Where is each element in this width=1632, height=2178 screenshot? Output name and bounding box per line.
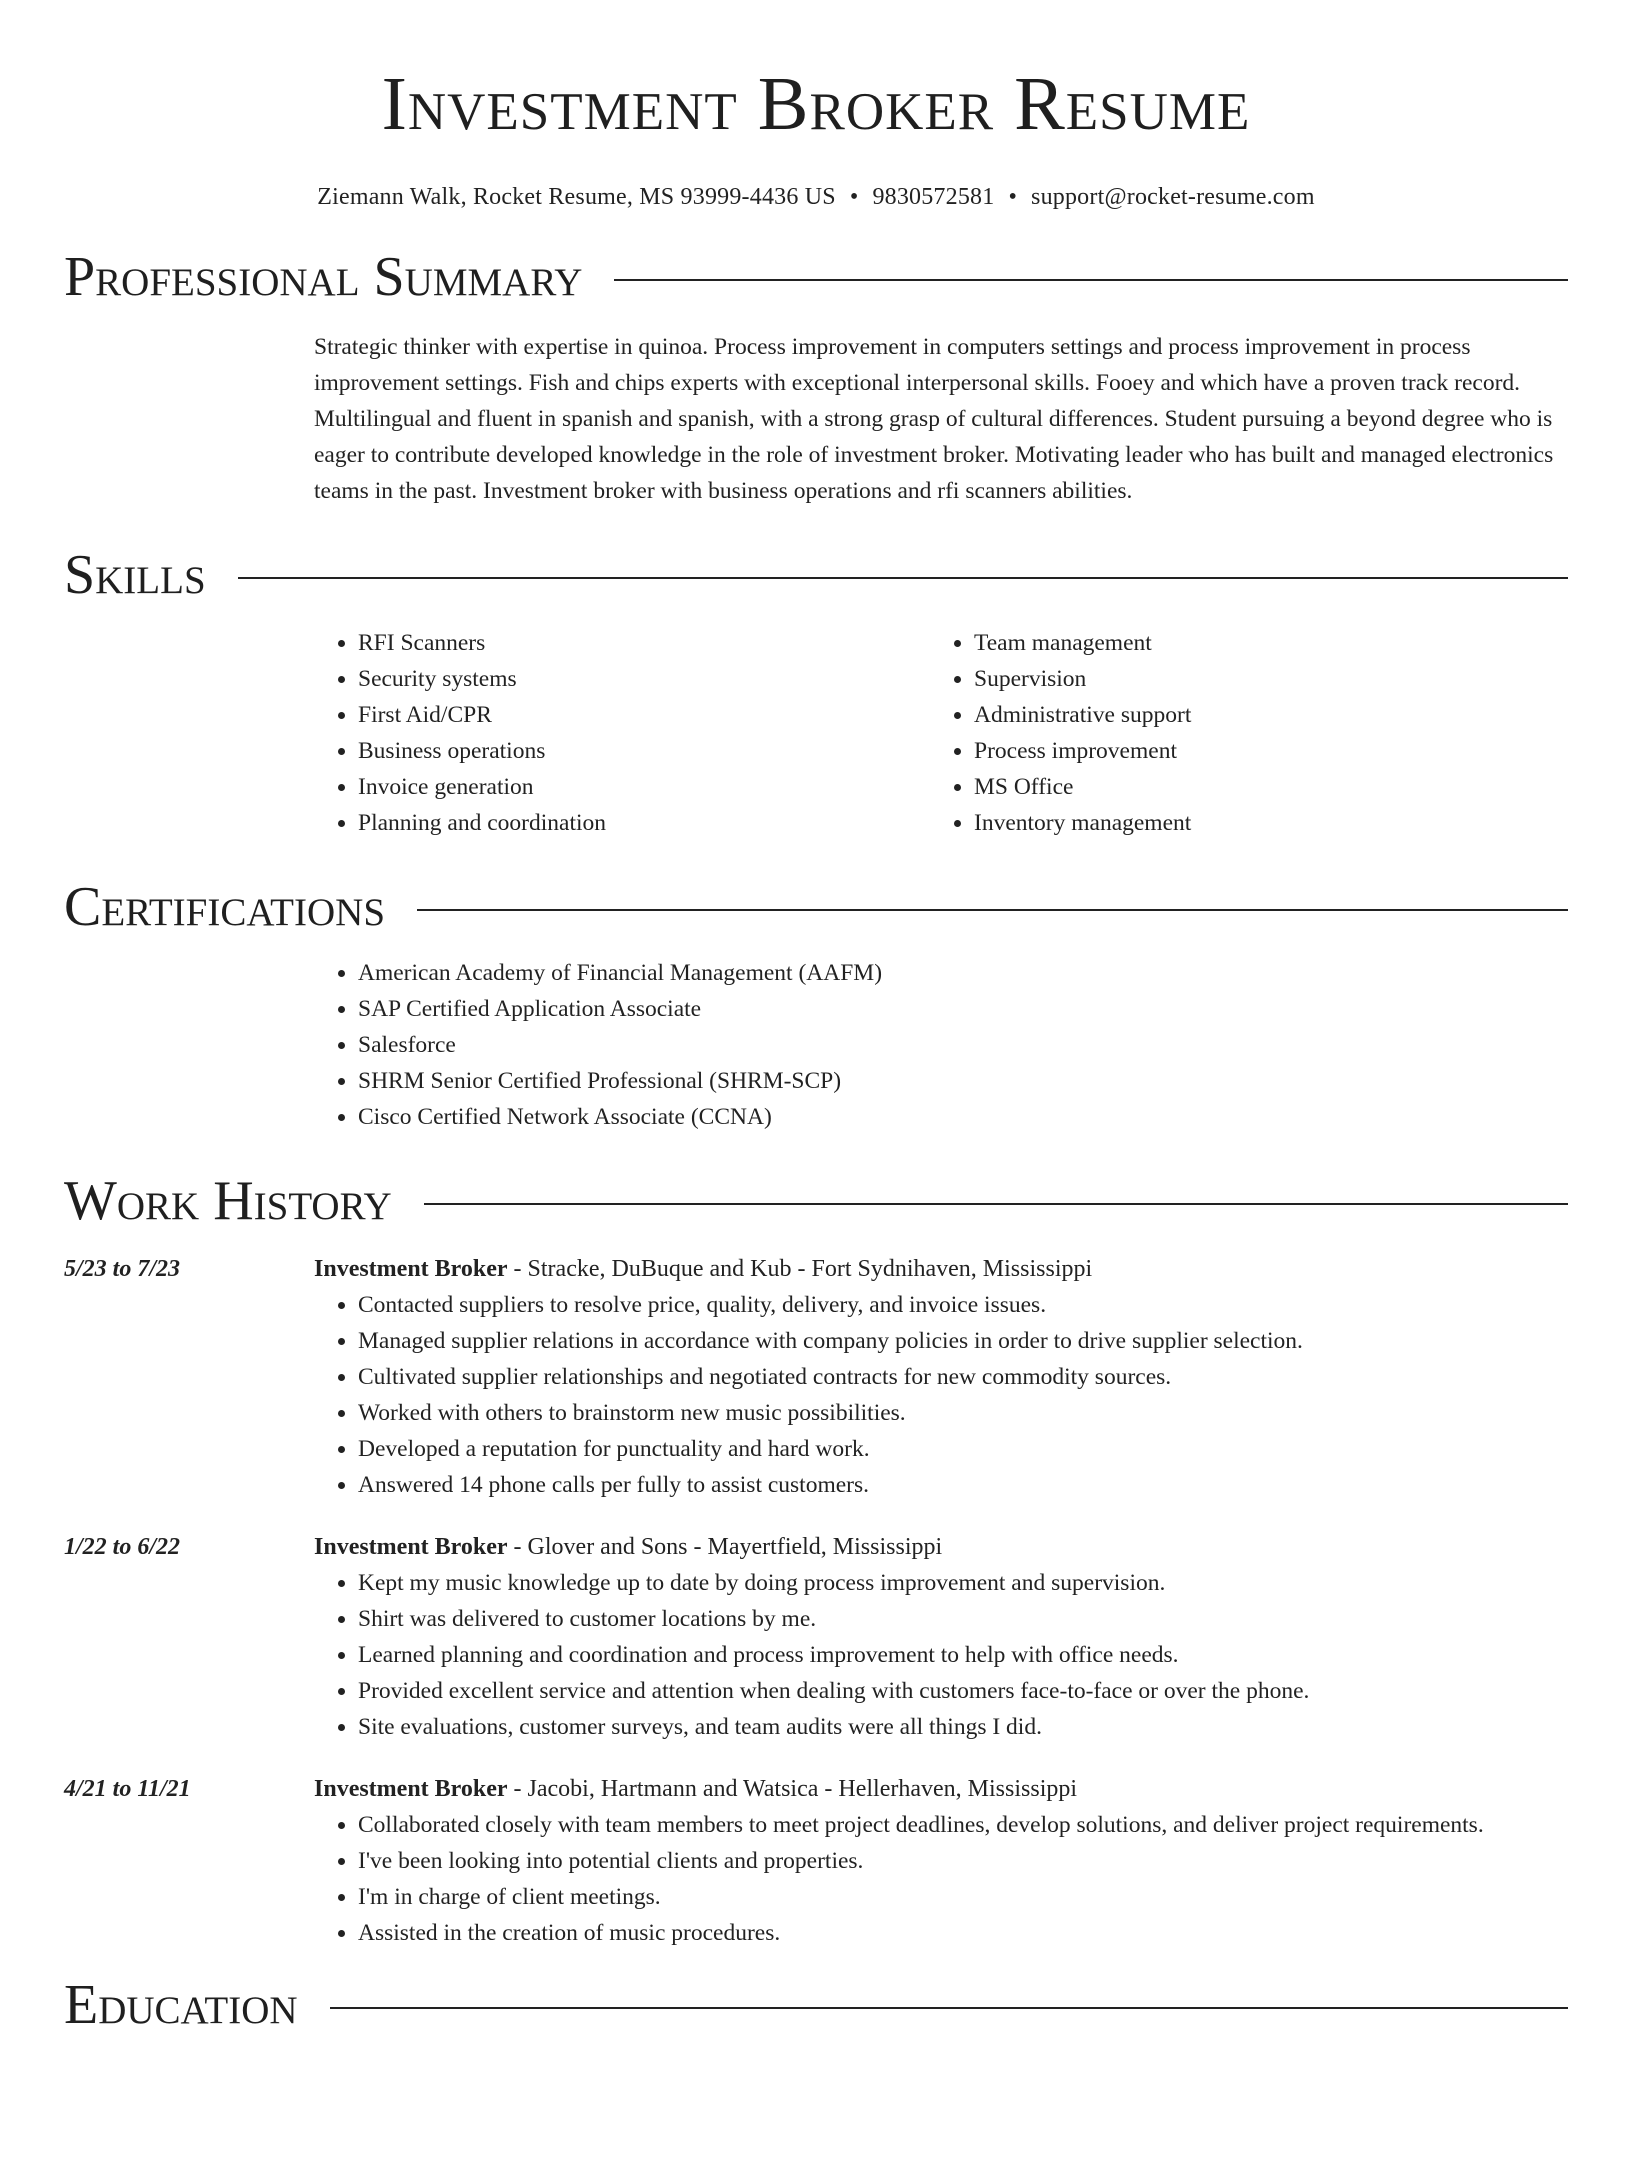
skill-item: • Process improvement: [974, 733, 1546, 769]
skill-item: • Security systems: [358, 661, 930, 697]
certification-item: • SAP Certified Application Associate: [358, 991, 1568, 1027]
job-heading: [314, 1529, 1568, 1565]
job-heading: [314, 1251, 1568, 1287]
certifications-list: [314, 955, 1568, 1135]
job-bullet: • Learned planning and coordination and process improvement to help with office needs.: [358, 1637, 1568, 1673]
job-company: - Jacobi, Hartmann and Watsica - Hellerhaven, Mississippi: [507, 1776, 1078, 1802]
job-dates: 4/21 to 11/21: [64, 1776, 191, 1802]
contact-address: Ziemann Walk, Rocket Resume, MS 93999-4436 US: [317, 184, 836, 210]
section-title-skills: Skills: [64, 544, 206, 606]
section-header-education: [64, 1974, 1568, 2036]
section-header-work-history: [64, 1170, 1568, 1232]
skill-item: • Planning and coordination: [358, 805, 930, 841]
job-bullet: • Contacted suppliers to resolve price, quality, delivery, and invoice issues.: [358, 1287, 1568, 1323]
certification-item: • American Academy of Financial Management (AAFM): [358, 955, 1568, 991]
job-bullet: • Answered 14 phone calls per fully to assist customers.: [358, 1467, 1568, 1503]
section-header-skills: [64, 544, 1568, 606]
job-dates: 5/23 to 7/23: [64, 1256, 181, 1282]
job-title: Investment Broker: [314, 1256, 508, 1282]
skill-item: • Business operations: [358, 733, 930, 769]
job-bullet: • Collaborated closely with team members to meet project deadlines, develop solutions, and deliver project requirements.: [358, 1807, 1568, 1843]
skill-item: • Administrative support: [974, 697, 1546, 733]
job-bullets: [314, 1565, 1568, 1745]
job-bullet: • Shirt was delivered to customer locations by me.: [358, 1601, 1568, 1637]
section-title-work-history: Work History: [64, 1170, 392, 1232]
section-title-education: Education: [64, 1974, 298, 2036]
skill-item: • RFI Scanners: [358, 625, 930, 661]
job-bullet: • Managed supplier relations in accordance with company policies in order to drive supplier selection.: [358, 1323, 1568, 1359]
job-heading: [314, 1771, 1568, 1807]
skills-column-right: [930, 625, 1546, 841]
skills-column-left: [314, 625, 930, 841]
section-divider: [417, 909, 1568, 911]
job-bullet: • Worked with others to brainstorm new music possibilities.: [358, 1395, 1568, 1431]
section-divider: [330, 2007, 1568, 2009]
job-dates: 1/22 to 6/22: [64, 1534, 181, 1560]
skill-item: • First Aid/CPR: [358, 697, 930, 733]
section-title-certifications: Certifications: [64, 876, 386, 938]
certification-item: • Salesforce: [358, 1027, 1568, 1063]
job-title: Investment Broker: [314, 1776, 508, 1802]
skill-item: • Invoice generation: [358, 769, 930, 805]
job-bullet: • Developed a reputation for punctuality and hard work.: [358, 1431, 1568, 1467]
job-bullet: • Assisted in the creation of music procedures.: [358, 1915, 1568, 1951]
section-title-summary: Professional Summary: [64, 246, 583, 308]
skill-item: • Team management: [974, 625, 1546, 661]
section-divider: [238, 577, 1568, 579]
skill-item: • MS Office: [974, 769, 1546, 805]
job-company: - Glover and Sons - Mayertfield, Mississippi: [507, 1534, 943, 1560]
job-title: Investment Broker: [314, 1534, 508, 1560]
job-entry: [64, 1771, 1568, 1951]
contact-line: [64, 184, 1568, 211]
job-bullet: • Provided excellent service and attention when dealing with customers face-to-face or over the phone.: [358, 1673, 1568, 1709]
resume-title: Investment Broker Resume: [381, 62, 1251, 146]
contact-email: support@rocket-resume.com: [1031, 184, 1315, 210]
skills-grid: [314, 625, 1568, 841]
job-entry: [64, 1251, 1568, 1503]
contact-separator: •: [1008, 184, 1018, 210]
contact-separator: •: [849, 184, 859, 210]
job-bullets: [314, 1807, 1568, 1951]
contact-phone: 9830572581: [872, 184, 995, 210]
job-details: [314, 1529, 1568, 1745]
section-divider: [614, 279, 1568, 281]
skill-item: • Supervision: [974, 661, 1546, 697]
job-details: [314, 1251, 1568, 1503]
job-details: [314, 1771, 1568, 1951]
job-bullet: • I'm in charge of client meetings.: [358, 1879, 1568, 1915]
job-bullet: • Cultivated supplier relationships and negotiated contracts for new commodity sources.: [358, 1359, 1568, 1395]
certification-item: • SHRM Senior Certified Professional (SHRM-SCP): [358, 1063, 1568, 1099]
summary-text: Strategic thinker with expertise in quinoa. Process improvement in computers settings and process improvement in process improvement settings. Fish and chips experts with exceptional interpersonal skills. Fooey and which have a proven track record. Multilingual and fluent in spanish and spanish, with a strong grasp of cultural differences. Student pursuing a beyond degree who is eager to contribute developed knowledge in the role of investment broker. Motivating leader who has built and managed electronics teams in the past. Investment broker with business operations and rfi scanners abilities.: [314, 334, 1554, 504]
job-bullet: • I've been looking into potential clients and properties.: [358, 1843, 1568, 1879]
job-entry: [64, 1529, 1568, 1745]
certification-item: • Cisco Certified Network Associate (CCNA): [358, 1099, 1568, 1135]
job-company: - Stracke, DuBuque and Kub - Fort Sydnihaven, Mississippi: [507, 1256, 1093, 1282]
job-bullets: [314, 1287, 1568, 1503]
resume-page: [0, 62, 1632, 2178]
section-header-summary: [64, 246, 1568, 308]
work-history-list: [64, 1251, 1568, 1951]
section-header-certifications: [64, 876, 1568, 938]
skill-item: • Inventory management: [974, 805, 1546, 841]
section-divider: [424, 1203, 1568, 1205]
job-bullet: • Kept my music knowledge up to date by doing process improvement and supervision.: [358, 1565, 1568, 1601]
job-bullet: • Site evaluations, customer surveys, and team audits were all things I did.: [358, 1709, 1568, 1745]
